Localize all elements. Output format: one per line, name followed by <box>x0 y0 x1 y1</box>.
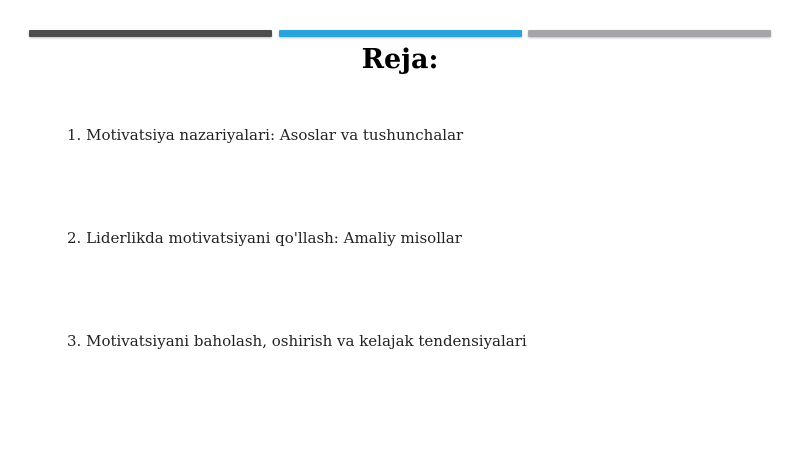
agenda-item-2: 2. Liderlikda motivatsiyani qo'llash: Amaliy misollar <box>67 229 462 247</box>
agenda-item-1: 1. Motivatsiya nazariyalari: Asoslar va tushunchalar <box>67 126 464 144</box>
top-accent-bar-dark <box>29 30 272 37</box>
agenda-item-3: 3. Motivatsiyani baholash, oshirish va kelajak tendensiyalari <box>67 332 527 350</box>
top-accent-bar-blue <box>279 30 522 37</box>
top-accent-bar-gray <box>528 30 771 37</box>
slide-title: Reja: <box>361 44 439 75</box>
